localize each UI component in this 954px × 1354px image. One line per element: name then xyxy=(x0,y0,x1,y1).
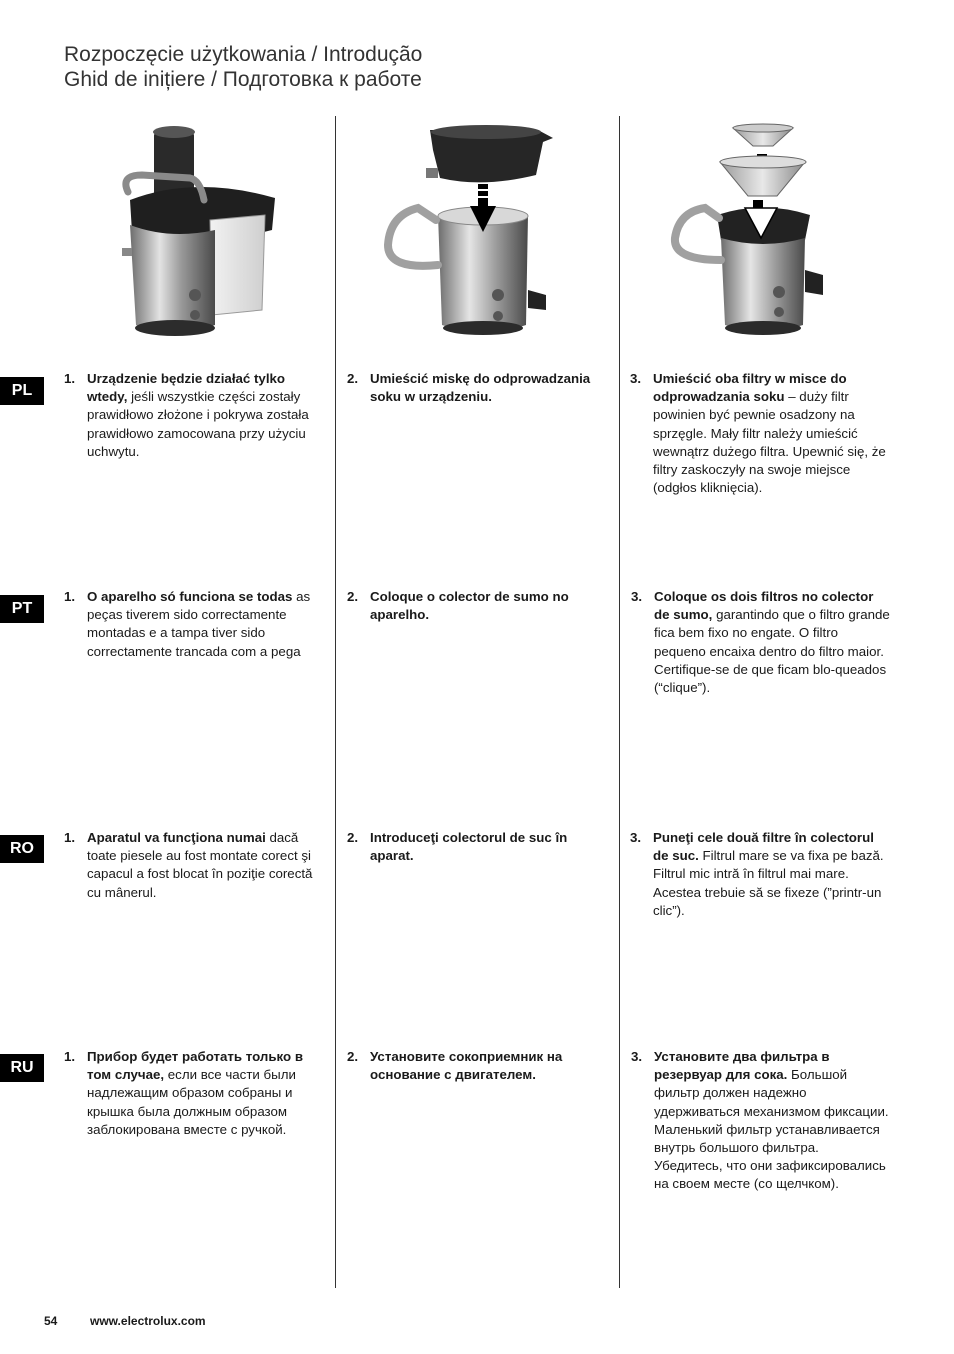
step-ro-2 xyxy=(347,829,609,865)
step-number: 3. xyxy=(631,589,643,604)
step-pl-2 xyxy=(347,370,609,406)
step-number: 2. xyxy=(347,589,359,604)
step-number: 2. xyxy=(347,830,359,845)
step-bold-text: Urządzenie będzie działać tylko wtedy, xyxy=(87,371,286,405)
step-ru-1 xyxy=(64,1048,326,1139)
step-pt-2 xyxy=(347,588,609,624)
step-text: jeśli wszystkie części zostały prawidłowo złożone i pokrywa została prawidłowo zamocowana przy użyciu uchwytu. xyxy=(87,389,309,459)
step-text: dacă toate piesele au fost montate corect şi capacul a fost blocat în poziţie corectă cu mânerul. xyxy=(87,830,313,900)
step-number: 1. xyxy=(64,589,76,604)
website-link[interactable]: www.electrolux.com xyxy=(90,1314,206,1328)
step-text: если все части были надлежащим образом собраны и крышка была должным образом заблокирована вместе с ручкой. xyxy=(87,1067,296,1137)
step-text: garantindo que o filtro grande fica bem fixo no engate. O filtro pequeno encaixa dentro do filtro maior. Certifique-se de que ficam blo-queados (“clique”). xyxy=(654,607,890,696)
page-number: 54 xyxy=(44,1314,58,1328)
step-bold-text: Coloque o colector de sumo no aparelho. xyxy=(370,589,569,623)
step-bold-text: Aparatul va funcţiona numai xyxy=(87,830,266,845)
page-title-line-1: Rozpoczęcie użytkowania / Introdução xyxy=(64,43,423,66)
step-number: 3. xyxy=(630,371,642,386)
step-pl-3 xyxy=(630,370,890,497)
language-badge-pt: PT xyxy=(0,595,44,623)
step-bold-text: Coloque os dois filtros no colector de sumo, xyxy=(654,589,874,623)
step-number: 1. xyxy=(64,830,76,845)
step-ro-3 xyxy=(630,829,892,920)
step-text: as peças tiverem sido correctamente montadas e a tampa tiver sido correctamente trancada com a pega xyxy=(87,589,311,659)
step-pt-1 xyxy=(64,588,326,661)
step-bold-text: Прибор будет работать только в том случае, xyxy=(87,1049,304,1083)
filters-illustration xyxy=(665,120,835,345)
step-number: 3. xyxy=(631,1049,643,1064)
step-bold-text: Puneţi cele două filtre în colectorul de suc. xyxy=(653,830,874,864)
step-number: 3. xyxy=(630,830,642,845)
juice-collector-illustration xyxy=(378,120,558,345)
language-badge-ru: RU xyxy=(0,1054,44,1082)
step-bold-text: O aparelho só funciona se todas xyxy=(87,589,293,604)
step-ru-3 xyxy=(631,1048,891,1194)
language-badge-pl: PL xyxy=(0,377,44,405)
step-ro-1 xyxy=(64,829,326,902)
step-number: 1. xyxy=(64,1049,76,1064)
page-title-line-2: Ghid de inițiere / Подготовка к работе xyxy=(64,68,422,91)
step-pt-3 xyxy=(631,588,891,697)
page-title xyxy=(64,42,422,92)
step-bold-text: Introduceţi colectorul de suc în aparat. xyxy=(370,830,568,864)
step-text: – duży filtr powinien być pewnie osadzony na sprzęgle. Mały filtr należy umieścić wewnątrz dużego filtra. Upewnić się, że filtry zaskoczyły na swoje miejsce (odgłos kliknięcia). xyxy=(653,389,886,496)
step-ru-2 xyxy=(347,1048,609,1084)
step-bold-text: Umieścić miskę do odprowadzania soku w urządzeniu. xyxy=(370,371,591,405)
language-badge-ro: RO xyxy=(0,835,44,863)
column-divider-2 xyxy=(619,116,620,1288)
step-bold-text: Установите два фильтра в резервуар для сока. xyxy=(654,1049,830,1083)
step-text: Filtrul mare se va fixa pe bază. Filtrul mic intră în filtrul mai mare. Acestea trebuie să se fixeze (”printr-un clic”). xyxy=(653,848,884,918)
column-divider-1 xyxy=(335,116,336,1288)
step-number: 1. xyxy=(64,371,76,386)
step-number: 2. xyxy=(347,1049,359,1064)
step-bold-text: Установите сокоприемник на основание с двигателем. xyxy=(370,1049,563,1083)
step-text: Большой фильтр должен надежно удерживаться механизмом фиксации. Маленький фильтр устанавливается внутрь большого фильтра. Убедитесь, что они зафиксировались на своем месте (со щелчком). xyxy=(654,1067,889,1192)
juicer-assembled-illustration xyxy=(100,120,290,345)
step-bold-text: Umieścić oba filtry w misce do odprowadzania soku xyxy=(653,371,847,405)
step-number: 2. xyxy=(347,371,359,386)
step-pl-1 xyxy=(64,370,326,461)
